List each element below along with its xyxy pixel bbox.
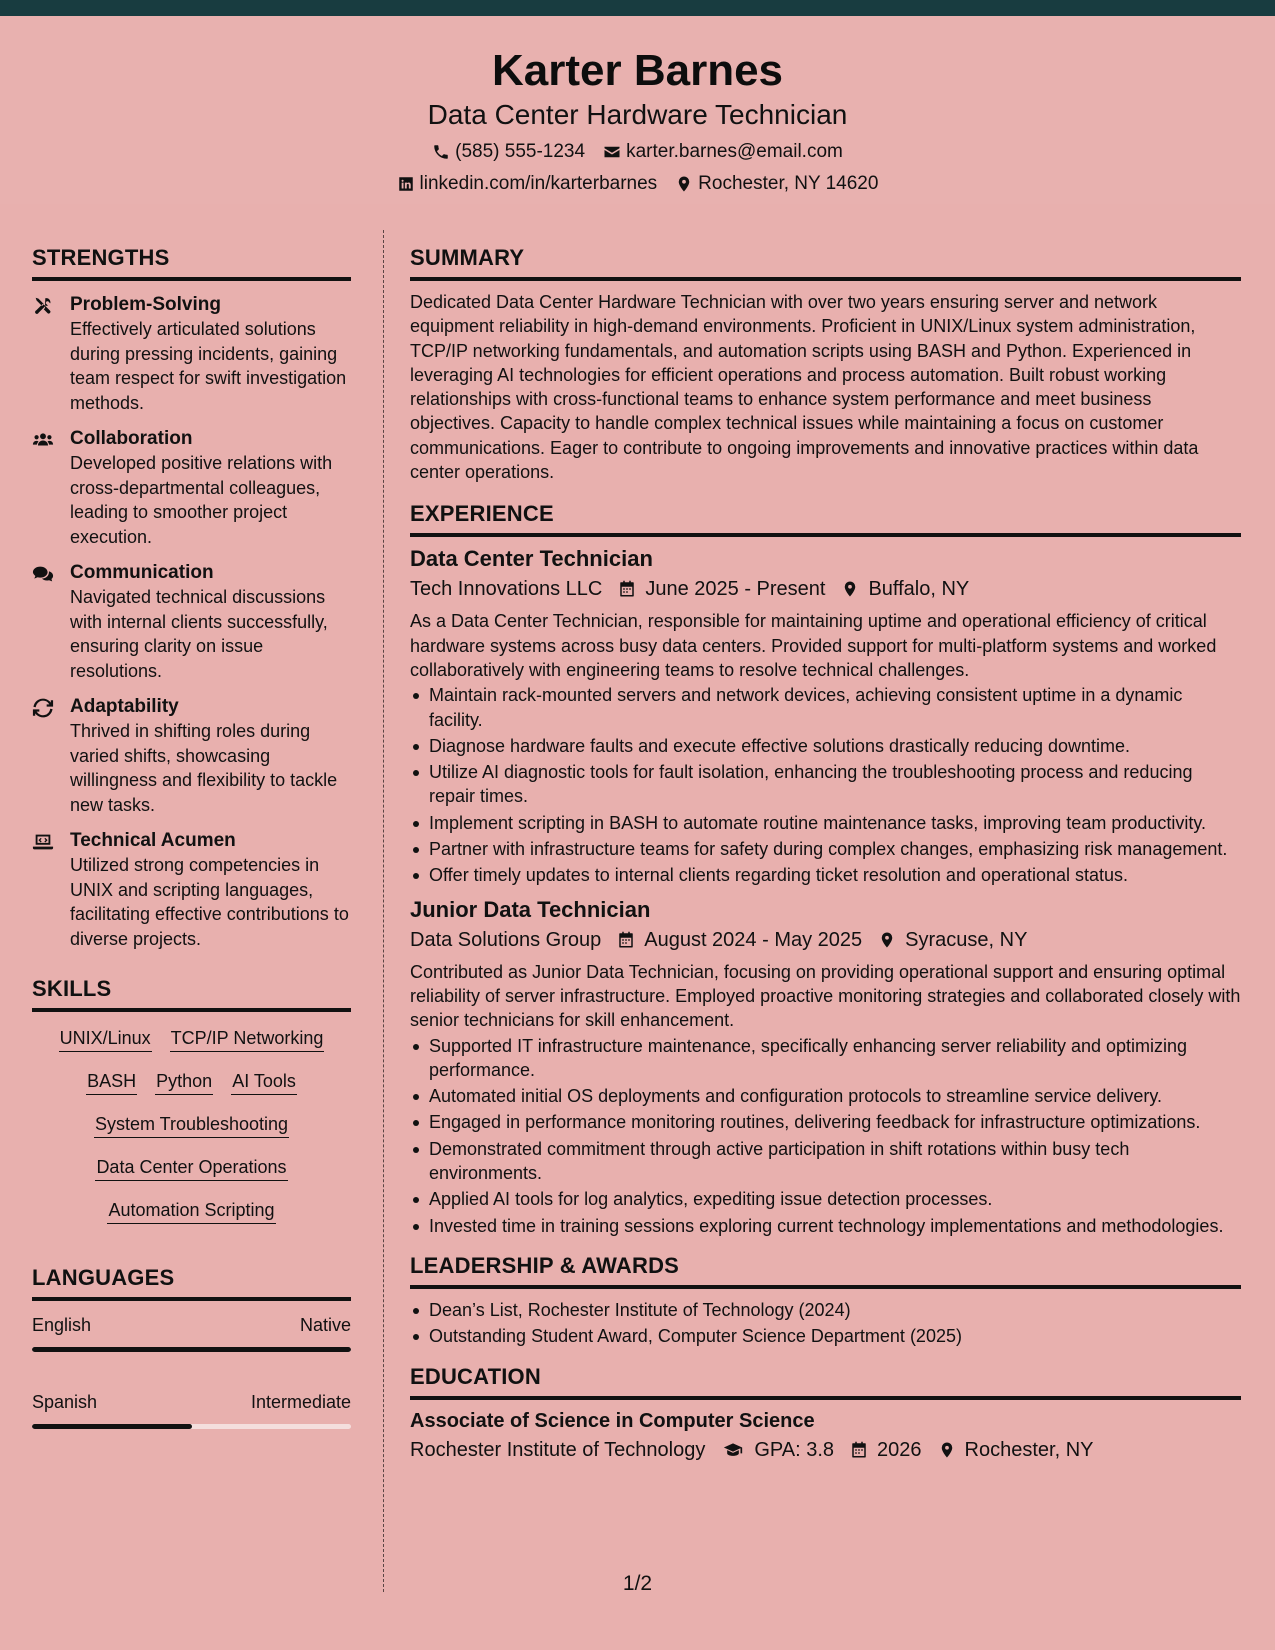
top-accent-bar [0, 0, 1275, 16]
skill-tag: TCP/IP Networking [170, 1026, 325, 1052]
location-contact [675, 172, 878, 196]
skill-tag: BASH [86, 1069, 137, 1095]
school-location: Rochester, NY [964, 1438, 1094, 1461]
job-description: As a Data Center Technician, responsible for maintaining uptime and operational efficiency of critical hardware systems across busy data centers. Provided support for multi-platform systems and worked collaboratively with engineering teams to resolve technical challenges. [410, 611, 1217, 680]
strength-desc: Effectively articulated solutions during pressing incidents, gaining team respect for swift investigation methods. [70, 319, 347, 413]
bullet-item: Implement scripting in BASH to automate routine maintenance tasks, improving team productivity. [410, 811, 1241, 835]
phone-contact [432, 140, 585, 164]
bullet-item: Engaged in performance monitoring routines, delivering feedback for infrastructure optimizations. [410, 1110, 1241, 1134]
job-entry [410, 545, 1241, 887]
education-heading: EDUCATION [410, 1363, 1241, 1400]
languages-list [32, 1313, 351, 1429]
leadership-list [410, 1298, 1241, 1349]
language-level-fill [32, 1424, 192, 1429]
job-dates: June 2025 - Present [645, 578, 826, 601]
strength-title: Problem-Solving [70, 294, 221, 315]
strength-item [32, 561, 351, 683]
award-item: Outstanding Student Award, Computer Science Department (2025) [410, 1324, 1241, 1348]
strengths-heading: STRENGTHS [32, 244, 351, 281]
award-item: Dean’s List, Rochester Institute of Technology (2024) [410, 1298, 1241, 1322]
education-meta [410, 1436, 1241, 1464]
job-meta [410, 926, 1241, 954]
bullet-item: Diagnose hardware faults and execute effective solutions drastically reducing downtime. [410, 734, 1241, 758]
strength-desc: Navigated technical discussions with internal clients successfully, ensuring clarity on issue resolutions. [70, 587, 328, 681]
job-company: Data Solutions Group [410, 928, 602, 951]
skill-tag: Automation Scripting [107, 1198, 275, 1224]
language-row [32, 1390, 351, 1414]
summary-heading: SUMMARY [410, 244, 1241, 281]
skill-tag: Python [155, 1069, 213, 1095]
calendar-icon [850, 1440, 868, 1460]
strength-title: Collaboration [70, 428, 193, 449]
degree-title: Associate of Science in Computer Science [410, 1409, 815, 1432]
job-title: Junior Data Technician [410, 896, 651, 922]
strength-item [32, 829, 351, 951]
phone-text: (585) 555-1234 [455, 141, 586, 162]
map-marker-icon [841, 579, 859, 599]
bullet-item: Partner with infrastructure teams for safety during complex changes, emphasizing risk management. [410, 837, 1241, 861]
strength-desc: Thrived in shifting roles during varied shifts, showcasing willingness and flexibility to tackle new tasks. [70, 721, 338, 815]
language-level: Native [299, 1315, 351, 1335]
calendar-icon [618, 579, 636, 599]
right-column [410, 244, 1241, 1464]
column-divider [383, 230, 384, 1592]
strength-title: Communication [70, 562, 214, 583]
skills-list [32, 1026, 351, 1224]
language-name: Spanish [32, 1392, 98, 1412]
bullet-item: Applied AI tools for log analytics, expediting issue detection processes. [410, 1187, 1241, 1211]
users-icon [32, 429, 54, 451]
left-column [32, 244, 351, 1467]
linkedin-contact[interactable] [397, 172, 658, 196]
job-bullets [410, 683, 1241, 887]
strength-desc: Developed positive relations with cross-departmental colleagues, leading to smoother project execution. [70, 453, 333, 547]
bullet-item: Invested time in training sessions exploring current technology implementations and methodologies. [410, 1214, 1241, 1238]
refresh-icon [32, 697, 54, 719]
job-dates: August 2024 - May 2025 [644, 928, 863, 951]
language-row [32, 1313, 351, 1337]
comments-icon [32, 563, 54, 585]
summary-text: Dedicated Data Center Hardware Technician with over two years ensuring server and network equipment reliability in high-demand environments. Proficient in UNIX/Linux system administration, TCP/IP networking fundamentals, and automation scripts using BASH and Python. Experienced in leveraging AI technologies for efficient operations and process automation. Built robust working relationships with cross-functional teams to enhance system performance and meet business objectives. Capacity to handle complex technical issues while maintaining a focus on customer communications. Eager to contribute to ongoing improvements and innovative practices within data center operations. [410, 292, 1199, 483]
strength-item [32, 695, 351, 817]
strength-desc: Utilized strong competencies in UNIX and scripting languages, facilitating effective contributions to diverse projects. [70, 855, 349, 949]
language-name: English [32, 1315, 92, 1335]
skills-heading: SKILLS [32, 975, 351, 1012]
bullet-item: Offer timely updates to internal clients regarding ticket resolution and operational status. [410, 863, 1241, 887]
bullet-item: Demonstrated commitment through active participation in shift rotations within busy tech environments. [410, 1137, 1241, 1186]
job-title: Data Center Technician [410, 546, 653, 572]
language-level-bar [32, 1424, 351, 1429]
email-contact[interactable] [603, 140, 843, 164]
linkedin-icon [397, 175, 415, 193]
strength-title: Technical Acumen [70, 830, 236, 851]
language-level: Intermediate [250, 1392, 351, 1412]
laptop-code-icon [32, 831, 54, 853]
contact-row-1 [0, 140, 1275, 164]
gpa: GPA: 3.8 [754, 1438, 835, 1461]
skill-tag: System Troubleshooting [94, 1112, 289, 1138]
tools-icon [32, 295, 54, 317]
job-company: Tech Innovations LLC [410, 578, 603, 601]
candidate-name: Karter Barnes [491, 46, 784, 95]
graduation-cap-icon [721, 1440, 745, 1460]
calendar-icon [617, 930, 635, 950]
strength-item [32, 427, 351, 549]
map-marker-icon [675, 175, 693, 193]
job-description: Contributed as Junior Data Technician, focusing on providing operational support and ensuring optimal reliability of server infrastructure. Employed proactive monitoring strategies and collaborated closely with senior technicians for skill enhancement. [410, 961, 1241, 1031]
job-location: Syracuse, NY [905, 928, 1028, 951]
email-text[interactable]: karter.barnes@email.com [626, 141, 843, 162]
school-name: Rochester Institute of Technology [410, 1438, 706, 1461]
bullet-item: Automated initial OS deployments and configuration protocols to streamline service delivery. [410, 1084, 1241, 1108]
map-marker-icon [878, 930, 896, 950]
bullet-item: Utilize AI diagnostic tools for fault isolation, enhancing the troubleshooting process and reducing repair times. [410, 760, 1241, 809]
page-number: 1/2 [622, 1572, 653, 1595]
envelope-icon [603, 143, 621, 161]
resume-header [0, 16, 1275, 204]
language-level-bar [32, 1347, 351, 1352]
skill-tag: Data Center Operations [95, 1155, 287, 1181]
contact-row-2 [0, 172, 1275, 196]
location-text: Rochester, NY 14620 [698, 173, 879, 194]
skill-tag: UNIX/Linux [59, 1026, 152, 1052]
bullet-item: Supported IT infrastructure maintenance, specifically enhancing server reliability and optimizing performance. [410, 1034, 1241, 1083]
phone-icon [432, 143, 450, 161]
skill-tag: AI Tools [231, 1069, 297, 1095]
map-marker-icon [938, 1440, 956, 1460]
job-bullets [410, 1034, 1241, 1238]
experience-heading: EXPERIENCE [410, 500, 1241, 537]
strength-title: Adaptability [70, 696, 179, 717]
languages-heading: LANGUAGES [32, 1264, 351, 1301]
job-location: Buffalo, NY [868, 578, 970, 601]
linkedin-text[interactable]: linkedin.com/in/karterbarnes [419, 173, 658, 194]
graduation-year: 2026 [877, 1438, 922, 1461]
strength-item [32, 293, 351, 415]
candidate-title: Data Center Hardware Technician [427, 99, 848, 130]
job-meta [410, 575, 1241, 603]
bullet-item: Maintain rack-mounted servers and network devices, achieving consistent uptime in a dynamic facility. [410, 683, 1241, 732]
language-level-fill [32, 1347, 351, 1352]
job-entry [410, 896, 1241, 1238]
leadership-heading: LEADERSHIP & AWARDS [410, 1252, 1241, 1289]
